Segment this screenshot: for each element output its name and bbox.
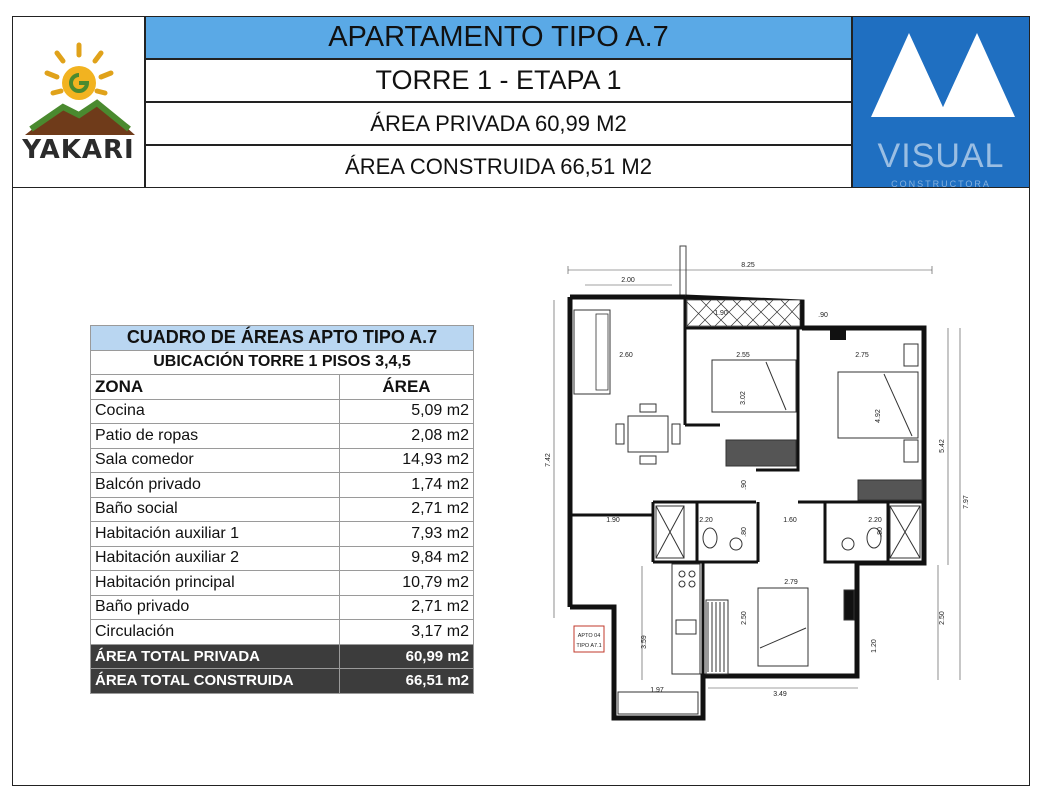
table-row [91,399,474,424]
dim-label: 2.75 [855,352,869,359]
kitchen-icon [672,564,728,674]
dim-label: 2.50 [741,611,748,625]
dim-label: 5.42 [939,439,946,453]
table-row [91,448,474,473]
dim-label: 2.55 [736,352,750,359]
dim-label: .80 [877,527,884,537]
dim-label: .90 [741,480,748,490]
total-built-label: ÁREA TOTAL CONSTRUIDA [91,669,340,694]
table-row [91,595,474,620]
zone-cell: Circulación [91,620,340,645]
zone-cell: Cocina [91,399,340,424]
table-title-row [91,326,474,351]
unit-tag-line2: TIPO A7.1 [576,643,602,649]
table-title: CUADRO DE ÁREAS APTO TIPO A.7 [91,326,474,351]
area-cell: 7,93 m2 [340,522,474,547]
col-area-header: ÁREA [340,375,474,400]
dim-label: 2.20 [868,517,882,524]
private-area-heading: ÁREA PRIVADA 60,99 M2 [145,102,852,145]
table-row [91,473,474,498]
dim-label: 2.00 [621,277,635,284]
table-row [91,497,474,522]
total-built-row [91,669,474,694]
dim-label: .80 [741,527,748,537]
dining-table-icon [616,404,680,464]
total-private-row [91,644,474,669]
area-cell: 9,84 m2 [340,546,474,571]
zone-cell: Balcón privado [91,473,340,498]
dim-label: 1.60 [783,517,797,524]
visual-subtitle: CONSTRUCTORA [891,179,991,188]
visual-wordmark: VISUAL [877,137,1005,175]
built-area-heading: ÁREA CONSTRUIDA 66,51 M2 [145,145,852,188]
zone-cell: Habitación auxiliar 1 [91,522,340,547]
area-cell: 5,09 m2 [340,399,474,424]
sofa-icon [574,310,610,394]
area-cell: 2,71 m2 [340,497,474,522]
bed-icon [712,360,796,466]
table-row [91,571,474,596]
area-cell: 3,17 m2 [340,620,474,645]
total-private-value: 60,99 m2 [340,644,474,669]
dim-label: 1.90 [714,310,728,317]
dim-label: 8.25 [741,262,755,269]
zone-cell: Patio de ropas [91,424,340,449]
yakari-wordmark: YAKARI [22,135,135,165]
table-row [91,424,474,449]
unit-tag-line1: APTO 04 [577,633,601,639]
table-row [91,620,474,645]
dim-label: 1.90 [606,517,620,524]
dim-label: 3.59 [641,635,648,649]
total-private-label: ÁREA TOTAL PRIVADA [91,644,340,669]
dim-label: 2.50 [939,611,946,625]
zone-cell: Sala comedor [91,448,340,473]
tower-stage: TORRE 1 - ETAPA 1 [145,59,852,102]
room2-bed-icon [758,588,854,666]
dim-label: .90 [818,312,828,319]
zone-cell: Baño social [91,497,340,522]
visual-v-icon [853,17,1030,137]
dim-label: 3.02 [740,391,747,405]
sun-mountain-icon [13,17,146,137]
apartment-title: APARTAMENTO TIPO A.7 [145,16,852,59]
zone-cell: Habitación principal [91,571,340,596]
zone-cell: Habitación auxiliar 2 [91,546,340,571]
col-zone-header: ZONA [91,375,340,400]
zone-cell: Baño privado [91,595,340,620]
table-subtitle: UBICACIÓN TORRE 1 PISOS 3,4,5 [91,350,474,375]
dim-label: 2.79 [784,579,798,586]
area-cell: 10,79 m2 [340,571,474,596]
area-cell: 2,71 m2 [340,595,474,620]
areas-table [90,325,474,694]
yakari-logo [12,16,145,188]
visual-constructora-logo [852,16,1030,188]
laundry-icon [618,692,698,714]
dim-label: 7.42 [545,453,552,467]
table-row [91,522,474,547]
total-built-value: 66,51 m2 [340,669,474,694]
floor-plan [540,240,980,730]
dim-label: 7.97 [963,495,970,509]
table-row [91,546,474,571]
area-cell: 1,74 m2 [340,473,474,498]
dim-label: 1.97 [650,687,664,694]
area-cell: 14,93 m2 [340,448,474,473]
dim-label: 2.60 [619,352,633,359]
dim-label: 3.49 [773,691,787,698]
dim-label: 2.20 [699,517,713,524]
table-header-row [91,375,474,400]
table-subtitle-row [91,350,474,375]
area-cell: 2,08 m2 [340,424,474,449]
dim-label: 1.20 [871,639,878,653]
dim-label: 4.92 [875,409,882,423]
